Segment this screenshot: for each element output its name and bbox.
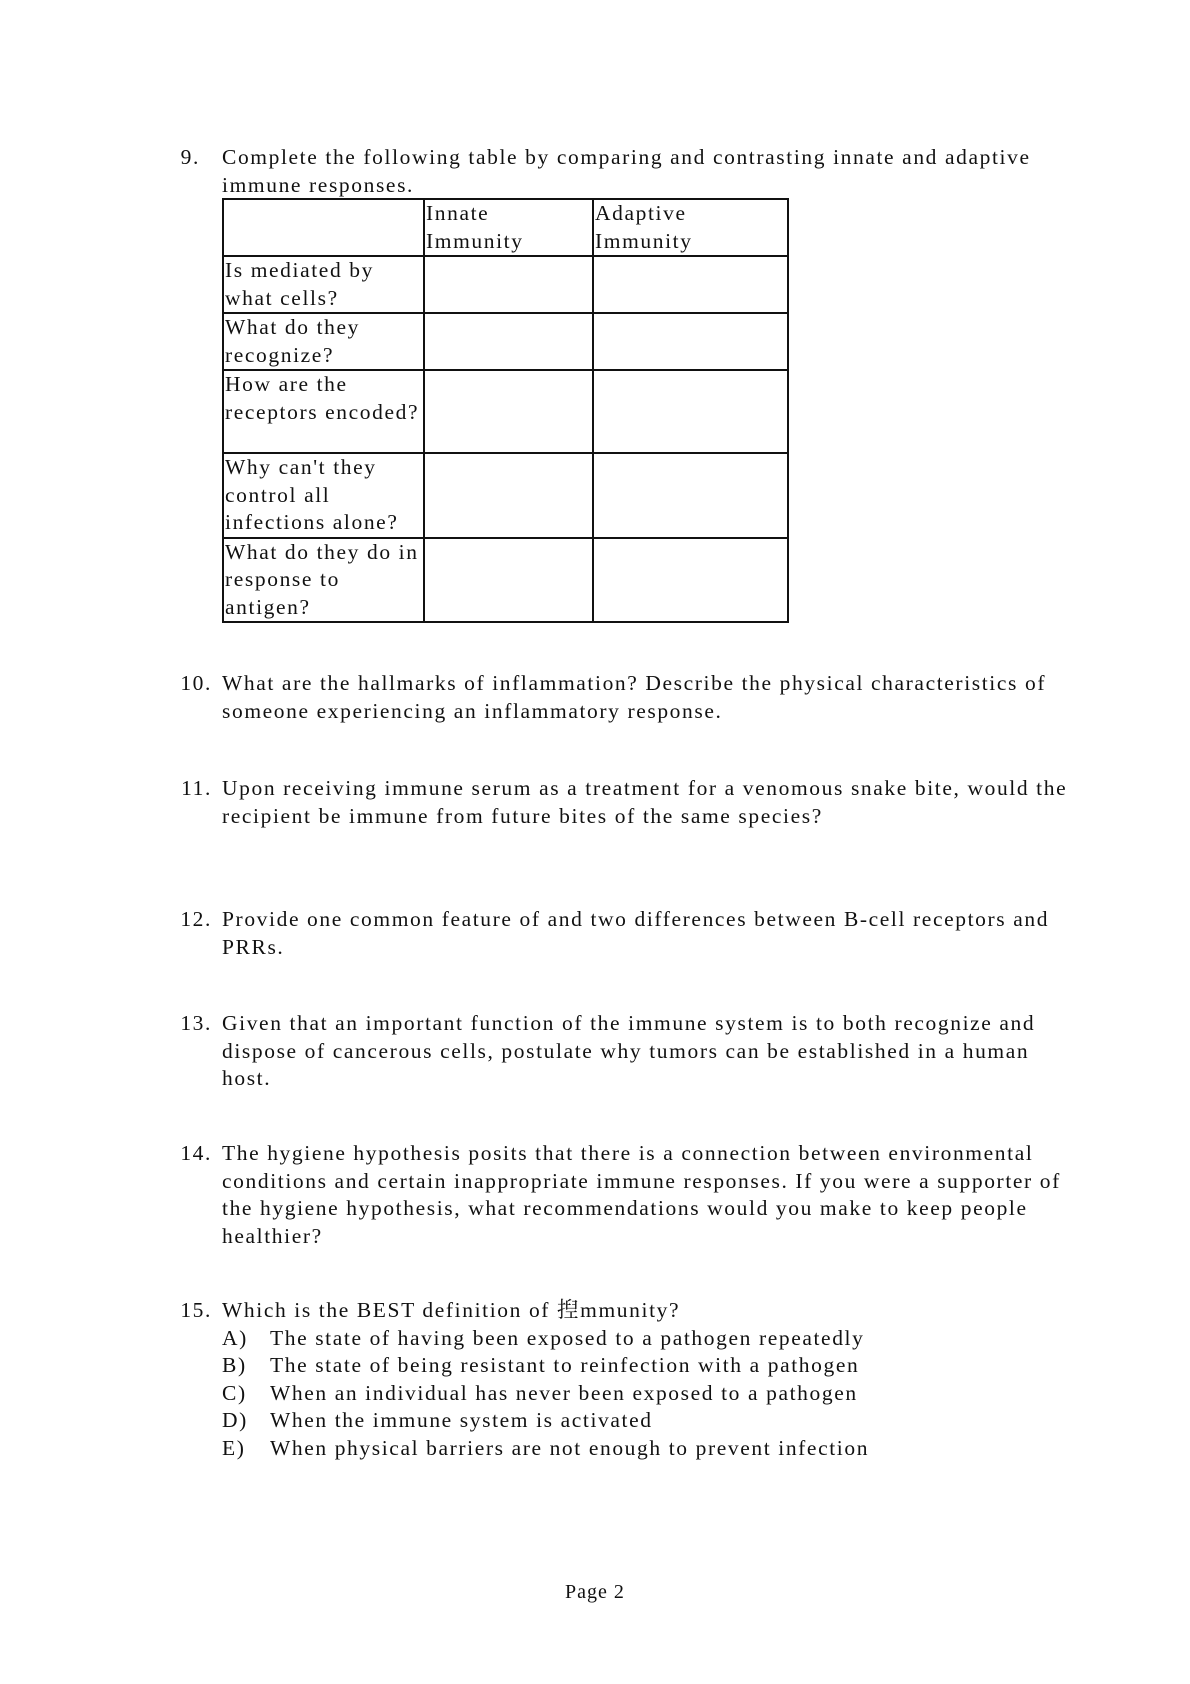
answer-cell[interactable]: [424, 256, 593, 313]
row-label: Why can't they control all infections alone?: [223, 453, 424, 538]
answer-cell[interactable]: [593, 538, 788, 623]
answer-cell[interactable]: [593, 313, 788, 370]
question-text: Complete the following table by comparing and contrasting innate and adaptive immune responses.: [222, 145, 1031, 197]
row-label: How are the receptors encoded?: [223, 370, 424, 453]
option-letter: D): [222, 1408, 248, 1432]
table-header-cell: Innate Immunity: [424, 199, 593, 256]
question-number: 11.: [181, 776, 212, 800]
question-15: [176, 1297, 1076, 1462]
page-number: Page 2: [565, 1581, 625, 1603]
question-11: [176, 775, 1076, 830]
option-text: When physical barriers are not enough to prevent infection: [270, 1435, 870, 1460]
question-text: Which is the BEST definition of 揑mmunity?: [222, 1298, 681, 1322]
answer-option-a[interactable]: [222, 1325, 1076, 1353]
question-number: 12.: [180, 907, 212, 931]
table-header-cell: [223, 199, 424, 256]
table-row: [223, 453, 788, 538]
question-number: 13.: [180, 1011, 212, 1035]
question-13: [176, 1010, 1076, 1093]
table-header-cell: Adaptive Immunity: [593, 199, 788, 256]
answer-option-b[interactable]: [222, 1352, 1076, 1380]
question-number: 15.: [180, 1298, 212, 1322]
table-header-row: [223, 199, 788, 256]
answer-options: [222, 1325, 1076, 1463]
question-14: [176, 1140, 1076, 1250]
answer-cell[interactable]: [424, 538, 593, 623]
question-text: What are the hallmarks of inflammation? Describe the physical characteristics of someone experiencing an inflammatory response.: [222, 671, 1047, 723]
row-label: What do they recognize?: [223, 313, 424, 370]
answer-cell[interactable]: [593, 256, 788, 313]
answer-cell[interactable]: [593, 453, 788, 538]
answer-cell[interactable]: [593, 370, 788, 453]
question-number: 10.: [180, 671, 212, 695]
question-text: Given that an important function of the immune system is to both recognize and dispose of cancerous cells, postulate why tumors can be established in a human host.: [222, 1011, 1036, 1090]
question-text: The hygiene hypothesis posits that there is a connection between environmental conditions and certain inappropriate immune responses. If you were a supporter of the hygiene hypothesis, what recommendations would you make to keep people healthier?: [222, 1141, 1061, 1248]
option-letter: C): [222, 1380, 247, 1405]
question-number: 9.: [180, 145, 200, 169]
table-row: [223, 313, 788, 370]
question-9: [176, 144, 1076, 199]
row-label: Is mediated by what cells?: [223, 256, 424, 313]
option-text: When an individual has never been exposed to a pathogen: [270, 1380, 858, 1405]
option-letter: E): [222, 1435, 246, 1460]
option-letter: A): [222, 1325, 248, 1350]
answer-option-e[interactable]: [222, 1435, 1076, 1463]
table-row: [223, 538, 788, 623]
answer-cell[interactable]: [424, 370, 593, 453]
answer-cell[interactable]: [424, 453, 593, 538]
table-row: [223, 370, 788, 453]
table-row: [223, 256, 788, 313]
comparison-table: [222, 198, 789, 623]
question-text: Upon receiving immune serum as a treatment for a venomous snake bite, would the recipient be immune from future bites of the same species?: [222, 776, 1068, 828]
option-letter: B): [222, 1353, 247, 1377]
question-12: [176, 906, 1076, 961]
answer-cell[interactable]: [424, 313, 593, 370]
row-label: What do they do in response to antigen?: [223, 538, 424, 623]
option-text: The state of being resistant to reinfection with a pathogen: [270, 1353, 860, 1377]
answer-option-c[interactable]: [222, 1380, 1076, 1408]
option-text: The state of having been exposed to a pathogen repeatedly: [270, 1325, 865, 1350]
question-number: 14.: [180, 1141, 212, 1165]
question-10: [176, 670, 1076, 725]
option-text: When the immune system is activated: [270, 1408, 653, 1432]
question-text: Provide one common feature of and two differences between B-cell receptors and PRRs.: [222, 907, 1050, 959]
answer-option-d[interactable]: [222, 1407, 1076, 1435]
